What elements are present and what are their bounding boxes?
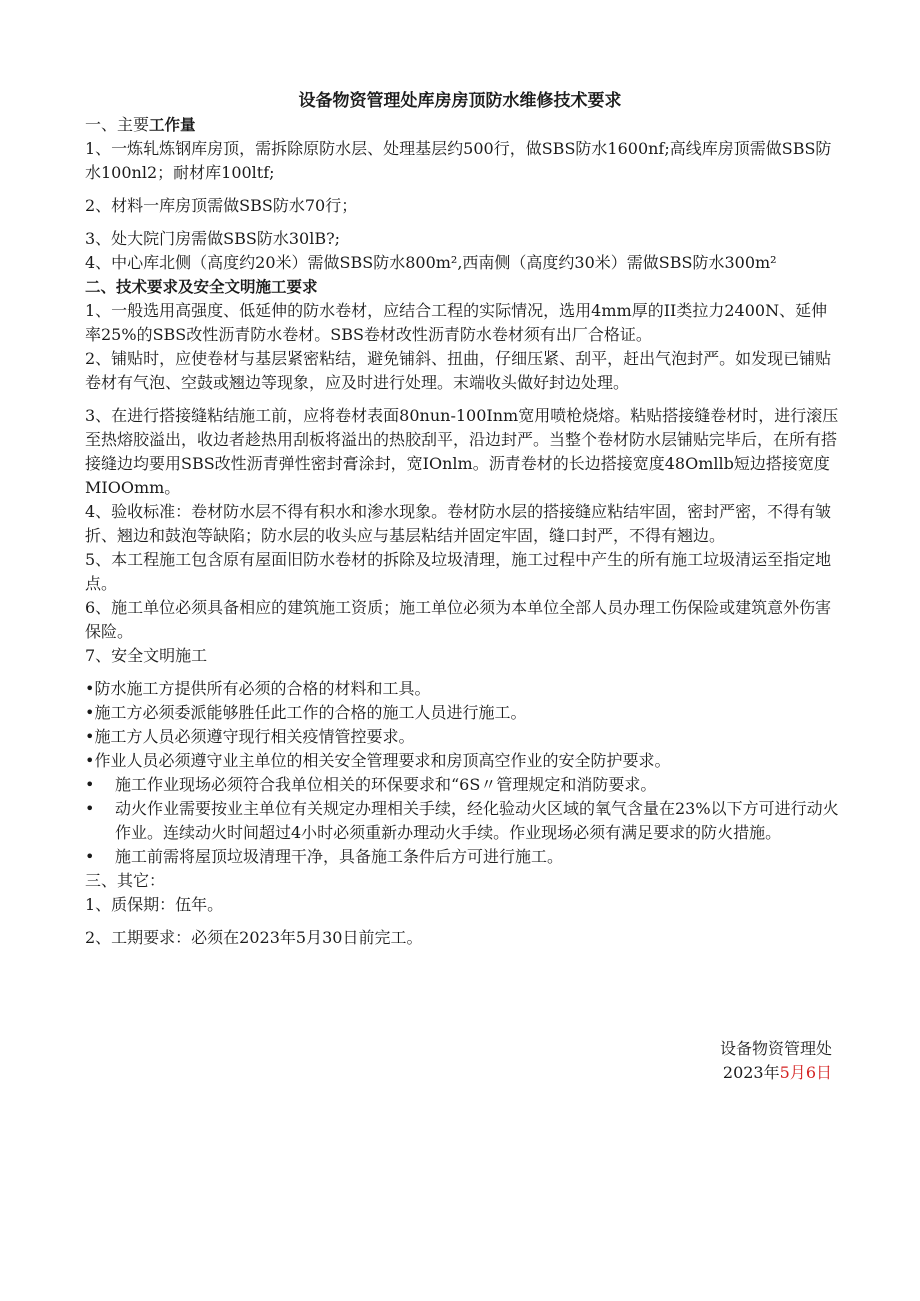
bullet-text: 施工前需将屋顶垃圾清理干净，具备施工条件后方可进行施工。 [115, 847, 564, 866]
bullet-item [85, 725, 840, 749]
bullet-item [85, 797, 840, 845]
bullet-item [85, 701, 840, 725]
bullet-text: 防水施工方提供所有必须的合格的材料和工具。 [94, 679, 431, 698]
section2-item-5: 5、本工程施工包含原有屋面旧防水卷材的拆除及垃圾清理，施工过程中产生的所有施工垃圾清运至指定地点。 [85, 550, 832, 593]
bullet-item [85, 749, 840, 773]
section2-item-1: 1、一般选用高强度、低延伸的防水卷材，应结合工程的实际情况，选用4mm厚的II类拉力2400N、延伸率25%的SBS改性沥青防水卷材。SBS卷材改性沥青防水卷材须有出厂合格证。 [85, 301, 828, 344]
section1-item-4: 4、中心库北侧（高度约20米）需做SBS防水800m²,西南侧（高度约30米）需做SBS防水300m² [85, 253, 777, 272]
signature-org: 设备物资管理处 [719, 1039, 832, 1058]
document-title: 设备物资管理处库房房顶防水维修技术要求 [298, 91, 622, 111]
bullet-text: 作业人员必须遵守业主单位的相关安全管理要求和房顶高空作业的安全防护要求。 [94, 751, 671, 770]
section3-item-1: 1、质保期：伍年。 [85, 895, 224, 914]
section2-item-2: 2、铺贴时，应使卷材与基层紧密粘结，避免铺斜、扭曲，仔细压紧、刮平，赶出气泡封严。如发现已铺贴卷材有气泡、空鼓或翘边等现象，应及时进行处理。末端收头做好封边处理。 [85, 349, 832, 392]
date-year: 2023年 [722, 1063, 780, 1082]
bullet-symbol: • [85, 751, 95, 770]
date-month: 5月 [779, 1063, 806, 1082]
section2-item-4: 4、验收标准：卷材防水层不得有积水和渗水现象。卷材防水层的搭接缝应粘结牢固，密封严密，不得有皱折、翘边和鼓泡等缺陷；防水层的收头应与基层粘结并固定牢固，缝口封严，不得有翘边。 [85, 502, 832, 545]
section3-heading: 三、其它： [85, 871, 166, 890]
bullet-text: 施工作业现场必须符合我单位相关的环保要求和“6S〃管理规定和消防要求。 [115, 775, 657, 794]
bullet-text: 施工方必须委派能够胜任此工作的合格的施工人员进行施工。 [94, 703, 527, 722]
bullet-symbol: • [85, 775, 95, 794]
bullet-symbol: • [85, 727, 95, 746]
bullet-item [85, 845, 840, 869]
bullet-symbol: • [85, 847, 95, 866]
section1-item-2: 2、材料一库房顶需做SBS防水70行； [85, 196, 358, 215]
bullet-symbol: • [85, 799, 95, 818]
date-day: 6日 [805, 1063, 832, 1082]
bullet-symbol: • [85, 703, 95, 722]
section1-item-3: 3、处大院门房需做SBS防水30lB?; [85, 229, 341, 248]
section2-item-3: 3、在进行搭接缝粘结施工前，应将卷材表面80nun-100Inm宽用喷枪烧熔。粘贴搭接缝卷材时，进行滚压至热熔胶溢出，收边者趁热用刮板将溢出的热胶刮平，沿边封严。当整个卷材防水层铺贴完毕后，在所有搭接缝边均要用SBS改性沥青弹性密封膏涂封，宽IOnlm。沥青卷材的长边搭接宽度48Omllb短边搭接宽度MIOOmm。 [85, 406, 839, 497]
section3-item-2: 2、工期要求：必须在2023年5月30日前完工。 [85, 928, 423, 947]
section1-item-1: 1、一炼轧炼钢库房顶，需拆除原防水层、处理基层约500行，做SBS防水1600nf;高线库房顶需做SBS防水100nl2；耐材库100ltf; [85, 139, 832, 182]
section2-item-7: 7、安全文明施工 [85, 646, 208, 665]
bullet-item [85, 677, 840, 701]
document-body [85, 113, 840, 950]
bullet-text: 施工方人员必须遵守现行相关疫情管控要求。 [94, 727, 415, 746]
signature-block [720, 1037, 832, 1085]
bullet-text: 动火作业需要按业主单位有关规定办理相关手续，经化验动火区域的氧气含量在23%以下方可进行动火作业。连续动火时间超过4小时必须重新办理动火手续。作业现场必须有满足要求的防火措施。 [115, 799, 839, 842]
bullet-symbol: • [85, 679, 95, 698]
section2-item-6: 6、施工单位必须具备相应的建筑施工资质；施工单位必须为本单位全部人员办理工伤保险或建筑意外伤害保险。 [85, 598, 832, 641]
signature-date [720, 1061, 832, 1085]
section1-heading: 一、主要工作量 [85, 115, 196, 134]
bullet-item [85, 773, 840, 797]
section2-heading: 二、技术要求及安全文明施工要求 [85, 278, 318, 296]
